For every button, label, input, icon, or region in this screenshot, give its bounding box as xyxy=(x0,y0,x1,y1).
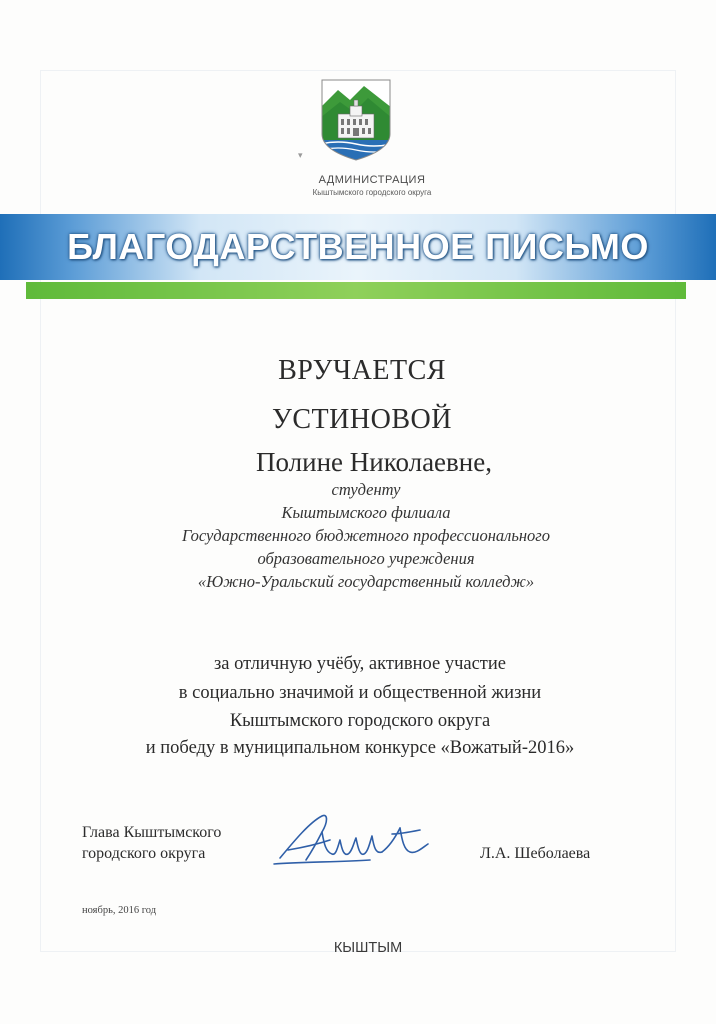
reason-line: Кыштымского городского округа xyxy=(229,711,491,731)
signer-name: Л.А. Шеболаева xyxy=(480,845,591,862)
signer-position xyxy=(82,822,221,864)
signer-position-line: Глава Кыштымского xyxy=(82,824,222,841)
recipient-name: Полине Николаевне, xyxy=(256,447,492,477)
document-title: БЛАГОДАРСТВЕННОЕ ПИСЬМО xyxy=(67,226,649,267)
recipient-detail: «Южно-Уральский государственный колледж» xyxy=(197,572,535,591)
recipient-detail: образовательного учреждения xyxy=(257,549,475,568)
city-name: КЫШТЫМ xyxy=(333,940,403,956)
admin-subtitle: Кыштымского городского округа xyxy=(312,188,432,197)
issue-date: ноябрь, 2016 год xyxy=(82,905,157,916)
handwritten-signature-icon xyxy=(270,810,440,870)
recipient-detail: Кыштымского филиала xyxy=(281,503,451,522)
city-coat-of-arms-icon xyxy=(320,78,392,162)
reason-line: и победу в муниципальном конкурсе «Вожатый-2016» xyxy=(145,738,575,758)
admin-title: АДМИНИСТРАЦИЯ xyxy=(318,174,426,186)
recipient-detail: Государственного бюджетного профессионального xyxy=(182,526,550,545)
recipient-surname: УСТИНОВОЙ xyxy=(272,404,452,435)
awarded-heading: ВРУЧАЕТСЯ xyxy=(278,355,446,386)
signer-position-line: городского округа xyxy=(82,845,206,862)
reason-line: в социально значимой и общественной жизни xyxy=(178,683,542,703)
green-stripe xyxy=(26,282,686,299)
recipient-detail: студенту xyxy=(331,480,401,499)
registration-mark: ▾ xyxy=(298,150,303,160)
reason-line: за отличную учёбу, активное участие xyxy=(214,654,506,674)
